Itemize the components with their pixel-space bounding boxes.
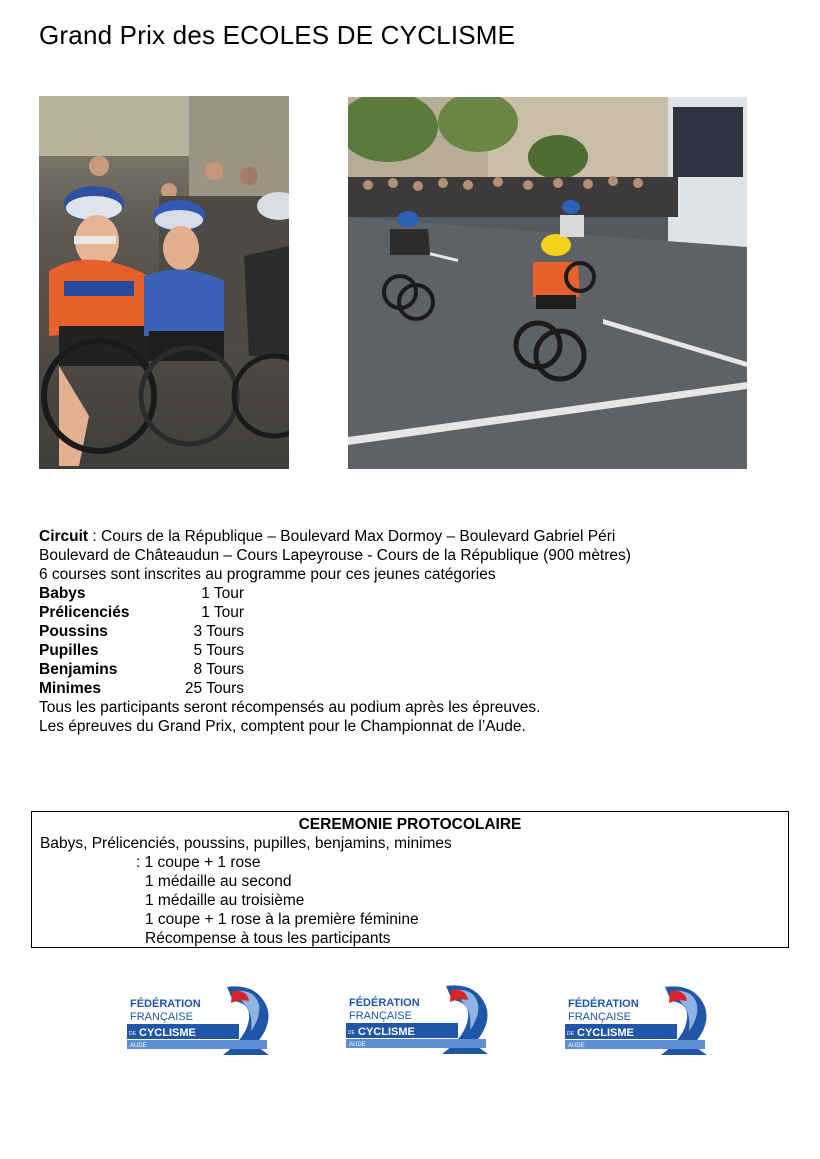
race-row bbox=[39, 584, 244, 603]
logo-text: FRANÇAISE bbox=[130, 1011, 193, 1023]
logo-text: CYCLISME bbox=[358, 1026, 415, 1038]
race-category: Babys bbox=[39, 585, 86, 602]
circuit-line-1 bbox=[39, 527, 615, 546]
logo-text: FÉDÉRATION bbox=[349, 997, 420, 1009]
logo-text: DE bbox=[129, 1031, 136, 1037]
circuit-line-2: Boulevard de Châteaudun – Cours Lapeyrouse - Cours de la République (900 mètres) bbox=[39, 547, 631, 564]
ceremony-award: 1 coupe + 1 rose à la première féminine bbox=[145, 911, 419, 928]
race-row bbox=[39, 679, 244, 698]
ffc-aude-logo bbox=[346, 984, 491, 1064]
race-row bbox=[39, 622, 244, 641]
logo-text: FÉDÉRATION bbox=[130, 998, 201, 1010]
race-laps: 5 Tours bbox=[193, 642, 244, 659]
ceremony-title: CEREMONIE PROTOCOLAIRE bbox=[298, 816, 522, 833]
race-category: Minimes bbox=[39, 680, 102, 697]
races-intro: 6 courses sont inscrites au programme pour ces jeunes catégories bbox=[39, 566, 496, 583]
race-category: Prélicenciés bbox=[39, 604, 130, 621]
logo-text: AUDE bbox=[130, 1043, 147, 1049]
ceremony-award: 1 médaille au second bbox=[145, 873, 292, 890]
logo-text: FÉDÉRATION bbox=[568, 998, 639, 1010]
ceremony-box bbox=[31, 811, 789, 948]
photo-street-race bbox=[348, 97, 747, 469]
ceremony-award: 1 médaille au troisième bbox=[145, 892, 305, 909]
circuit-route-part-1: : Cours de la République – Boulevard Max Dormoy – Boulevard Gabriel Péri bbox=[88, 528, 616, 545]
race-category: Pupilles bbox=[39, 642, 99, 659]
race-laps: 1 Tour bbox=[201, 604, 244, 621]
race-laps: 25 Tours bbox=[184, 680, 244, 697]
note-podium: Tous les participants seront récompensés au podium après les épreuves. bbox=[39, 699, 541, 716]
page-title: Grand Prix des ECOLES DE CYCLISME bbox=[39, 20, 516, 50]
logo-text: AUDE bbox=[568, 1043, 585, 1049]
circuit-label: Circuit bbox=[39, 528, 89, 545]
logo-text: FRANÇAISE bbox=[349, 1010, 412, 1022]
photo-kids-racing-closeup bbox=[39, 96, 289, 469]
race-laps: 1 Tour bbox=[201, 585, 244, 602]
race-laps: 8 Tours bbox=[193, 661, 244, 678]
logo-text: DE bbox=[348, 1030, 355, 1036]
logo-text: CYCLISME bbox=[577, 1027, 634, 1039]
race-row bbox=[39, 660, 244, 679]
logo-text: FRANÇAISE bbox=[568, 1011, 631, 1023]
ceremony-categories: Babys, Prélicenciés, poussins, pupilles, benjamins, minimes bbox=[40, 835, 452, 852]
ceremony-award: Récompense à tous les participants bbox=[145, 930, 391, 947]
race-category: Benjamins bbox=[39, 661, 118, 678]
race-row bbox=[39, 641, 244, 660]
race-category: Poussins bbox=[39, 623, 108, 640]
ceremony-award: : 1 coupe + 1 rose bbox=[136, 854, 261, 871]
ffc-aude-logo bbox=[565, 985, 710, 1065]
race-laps: 3 Tours bbox=[193, 623, 244, 640]
ffc-aude-logo bbox=[127, 985, 272, 1065]
race-row bbox=[39, 603, 244, 622]
logo-text: AUDE bbox=[349, 1042, 366, 1048]
logo-text: DE bbox=[567, 1031, 574, 1037]
note-championship: Les épreuves du Grand Prix, comptent pour le Championnat de l’Aude. bbox=[39, 718, 526, 735]
logo-text: CYCLISME bbox=[139, 1027, 196, 1039]
